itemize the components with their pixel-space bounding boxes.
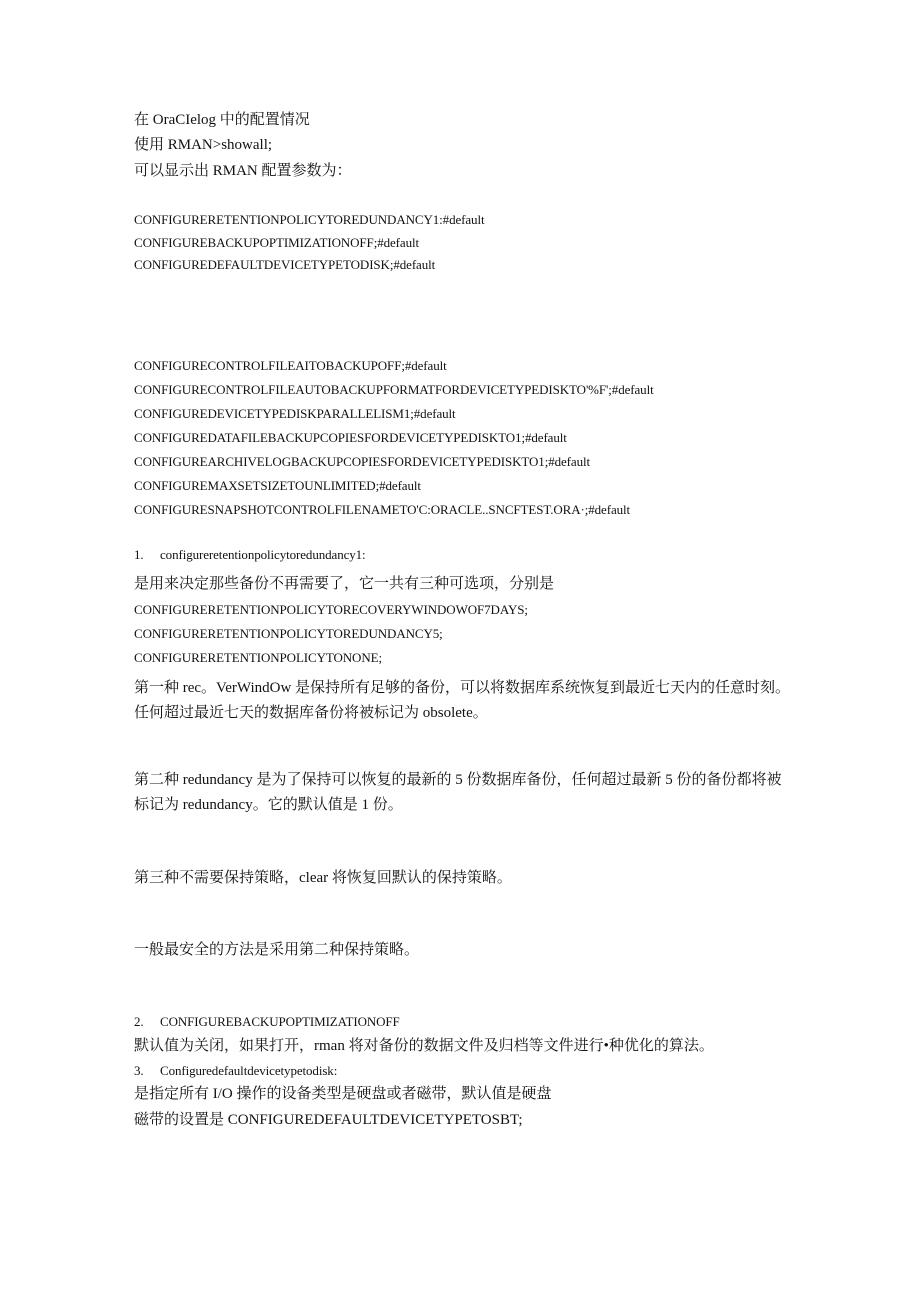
config-line: CONFIGUREDEVICETYPEDISKPARALLELISM1;#default [134,406,456,421]
config-line: CONFIGURESNAPSHOTCONTROLFILENAMETO'C:ORACLE..SNCFTEST.ORA·;#default [134,502,631,517]
option-line: CONFIGURERETENTIONPOLICYTONONE; [134,650,382,665]
section-title: configureretentionpolicytoredundancy1: [160,547,366,562]
config-line: CONFIGUREDATAFILEBACKUPCOPIESFORDEVICETYPEDISKTO1;#default [134,430,567,445]
first-option-text: 第一种 rec。VerWindOw 是保持所有足够的备份，可以将数据库系统恢复到最近七天内的任意时刻。 [134,680,791,696]
tape-setting-text: 磁带的设置是 CONFIGUREDEFAULTDEVICETYPETOSBT; [134,1112,523,1128]
config-line: CONFIGUREDEFAULTDEVICETYPETODISK;#default [134,257,436,272]
section-title: Configuredefaultdevicetypetodisk: [160,1063,338,1078]
section-2-description: 默认值为关闭，如果打开，rman 将对备份的数据文件及归档等文件进行•种优化的算法。 [134,1038,714,1054]
section-1-heading [134,548,366,561]
config-line: CONFIGUREBACKUPOPTIMIZATIONOFF;#default [134,235,419,250]
intro-title: 在 OraCIelog 中的配置情况 [134,112,310,128]
section-3-heading [134,1064,337,1077]
intro-result-text: 可以显示出 RMAN 配置参数为： [134,163,352,179]
config-line: CONFIGURECONTROLFILEAITOBACKUPOFF;#default [134,358,447,373]
config-line: CONFIGUREMAXSETSIZETOUNLIMITED;#default [134,478,421,493]
section-title: CONFIGUREBACKUPOPTIMIZATIONOFF [160,1014,400,1029]
third-option-text: 第三种不需要保持策略，clear 将恢复回默认的保持策略。 [134,870,512,886]
first-option-text-cont: 任何超过最近七天的数据库备份将被标记为 obsolete。 [134,705,488,721]
section-2-heading [134,1015,400,1028]
section-number: 3. [134,1063,144,1078]
second-option-text-cont: 标记为 redundancy。它的默认值是 1 份。 [134,797,403,813]
section-number: 2. [134,1014,144,1029]
conclusion-text: 一般最安全的方法是采用第二种保持策略。 [134,942,420,958]
section-number: 1. [134,547,144,562]
second-option-text: 第二种 redundancy 是为了保持可以恢复的最新的 5 份数据库备份，任何超过最新 5 份的备份都将被 [134,772,782,788]
section-3-description: 是指定所有 I/O 操作的设备类型是硬盘或者磁带，默认值是硬盘 [134,1086,552,1102]
intro-command: 使用 RMAN>showall; [134,137,273,153]
config-line: CONFIGURECONTROLFILEAUTOBACKUPFORMATFORDEVICETYPEDISKTO'%F';#default [134,382,654,397]
option-line: CONFIGURERETENTIONPOLICYTORECOVERYWINDOWOF7DAYS; [134,602,528,617]
config-line: CONFIGUREARCHIVELOGBACKUPCOPIESFORDEVICETYPEDISKTO1;#default [134,454,590,469]
option-line: CONFIGURERETENTIONPOLICYTOREDUNDANCY5; [134,626,443,641]
config-line: CONFIGURERETENTIONPOLICYTOREDUNDANCY1:#default [134,212,485,227]
section-1-description: 是用来决定那些备份不再需要了，它一共有三种可选项，分别是 [134,576,555,592]
